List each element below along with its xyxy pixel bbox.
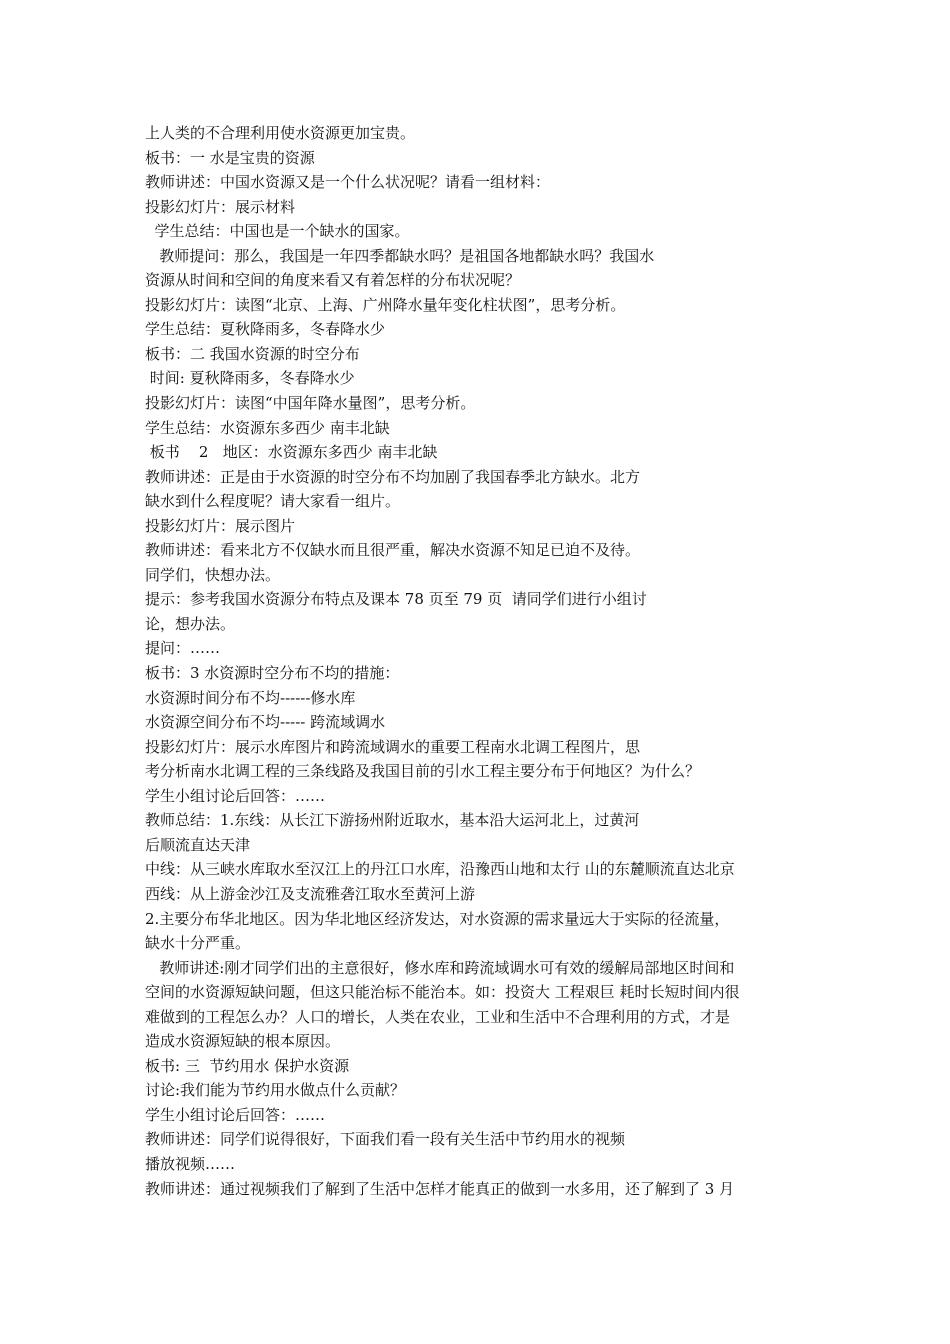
text-line: 教师提问：那么，我国是一年四季都缺水吗？是祖国各地都缺水吗？我国水 (145, 246, 655, 265)
text-line: 学生小组讨论后回答：…… (145, 786, 326, 805)
document-body (145, 121, 810, 1201)
text-line: 2.主要分布华北地区。因为华北地区经济发达，对水资源的需求量远大于实际的径流量， (145, 909, 730, 928)
text-line: 学生总结：中国也是一个缺水的国家。 (145, 222, 410, 241)
text-line: 西线：从上游金沙江及支流雅砻江取水至黄河上游 (145, 884, 476, 903)
text-line: 板书 2 地区：水资源东多西少 南丰北缺 (145, 443, 438, 462)
text-line: 论，想办法。 (145, 614, 236, 633)
text-line: 投影幻灯片：读图“中国年降水量图”，思考分析。 (145, 394, 476, 413)
text-line: 时间: 夏秋降雨多，冬春降水少 (145, 369, 355, 388)
text-line: 板书：一 水是宝贵的资源 (145, 148, 315, 167)
text-line: 播放视频…… (145, 1154, 236, 1173)
text-line: 学生小组讨论后回答：…… (145, 1105, 326, 1124)
text-line: 教师讲述：正是由于水资源的时空分布不均加剧了我国春季北方缺水。北方 (145, 467, 641, 486)
text-line: 缺水到什么程度呢？请大家看一组片。 (145, 492, 401, 511)
text-line: 中线：从三峡水库取水至汉江上的丹江口水库，沿豫西山地和太行 山的东麓顺流直达北京 (145, 860, 735, 879)
text-line: 教师讲述：通过视频我们了解到了生活中怎样才能真正的做到一水多用，还了解到了 3 月 (145, 1179, 735, 1198)
text-line: 教师讲述:刚才同学们出的主意很好，修水库和跨流域调水可有效的缓解局部地区时间和 (145, 958, 735, 977)
text-line: 学生总结：水资源东多西少 南丰北缺 (145, 418, 390, 437)
text-line: 板书：3 水资源时空分布不均的措施： (145, 664, 400, 683)
text-line: 投影幻灯片：展示材料 (145, 197, 296, 216)
text-line: 同学们，快想办法。 (145, 565, 281, 584)
text-line: 资源从时间和空间的角度来看又有着怎样的分布状况呢？ (145, 271, 521, 290)
text-line: 缺水十分严重。 (145, 934, 251, 953)
text-line: 水资源时间分布不均------修水库 (145, 688, 356, 707)
text-line: 教师讲述：看来北方不仅缺水而且很严重，解决水资源不知足已迫不及待。 (145, 541, 641, 560)
text-line: 学生总结：夏秋降雨多，冬春降水少 (145, 320, 386, 339)
text-line: 上人类的不合理利用使水资源更加宝贵。 (145, 124, 416, 142)
text-line: 投影幻灯片：展示水库图片和跨流域调水的重要工程南水北调工程图片，思 (145, 737, 641, 756)
text-line: 难做到的工程怎么办？人口的增长，人类在农业，工业和生活中不合理利用的方式，才是 (145, 1007, 731, 1026)
text-line: 投影幻灯片：读图“北京、上海、广州降水量年变化柱状图”，思考分析。 (145, 295, 626, 314)
text-line: 教师讲述：中国水资源又是一个什么状况呢？请看一组材料： (145, 173, 551, 192)
text-line: 考分析南水北调工程的三条线路及我国目前的引水工程主要分布于何地区？为什么？ (145, 762, 701, 781)
text-line: 后顺流直达天津 (145, 835, 251, 854)
text-line: 投影幻灯片：展示图片 (145, 516, 296, 535)
text-line: 板书：二 我国水资源的时空分布 (145, 344, 360, 363)
text-line: 提问：…… (145, 639, 221, 658)
text-line: 板书: 三 节约用水 保护水资源 (145, 1056, 350, 1075)
text-line: 造成水资源短缺的根本原因。 (145, 1032, 341, 1051)
text-line: 教师总结：1.东线：从长江下游扬州附近取水，基本沿大运河北上，过黄河 (145, 811, 640, 830)
text-line: 讨论:我们能为节约用水做点什么贡献？ (145, 1081, 406, 1100)
text-line: 空间的水资源短缺问题，但这只能治标不能治本。如：投资大 工程艰巨 耗时长短时间内很 (145, 983, 740, 1002)
text-line: 提示：参考我国水资源分布特点及课本 78 页至 79 页 请同学们进行小组讨 (145, 590, 647, 609)
text-line: 水资源空间分布不均----- 跨流域调水 (145, 713, 386, 732)
text-line: 教师讲述：同学们说得很好，下面我们看一段有关生活中节约用水的视频 (145, 1130, 626, 1149)
